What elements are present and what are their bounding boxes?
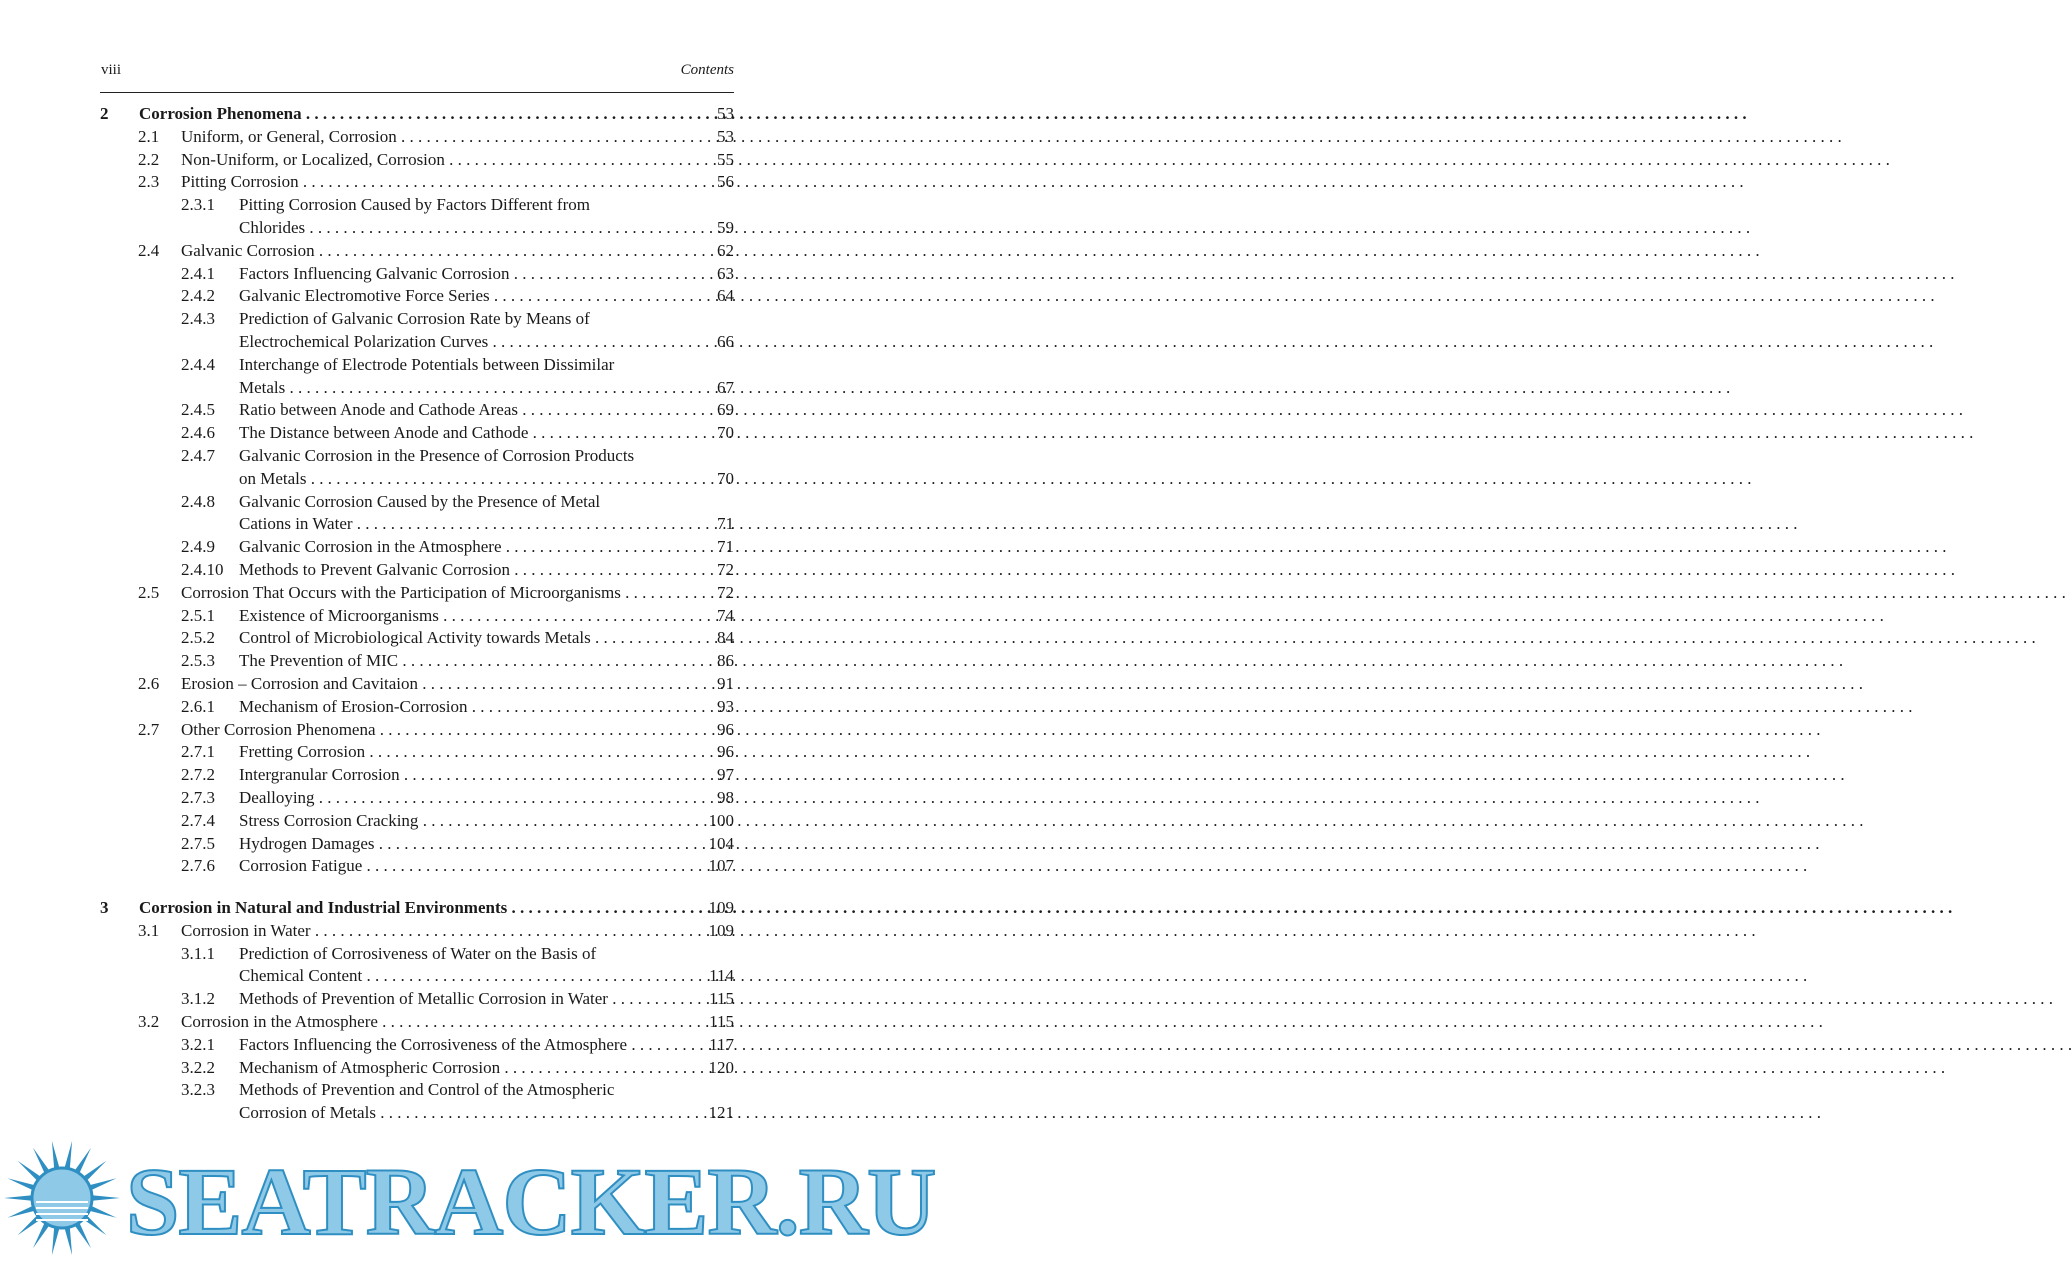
- toc-entry-title: Fretting Corrosion . . .: [239, 741, 698, 764]
- toc-entry-number: 3.2.3: [181, 1080, 215, 1100]
- toc-entry: [100, 897, 734, 920]
- toc-entry-page: 70: [717, 468, 734, 488]
- toc-entry: [100, 491, 734, 537]
- toc-entry-page: 84: [717, 628, 734, 648]
- toc-entry-page: 114: [709, 966, 734, 986]
- toc-entry-page: 64: [717, 286, 734, 306]
- toc-entry-number: 2.4.3: [181, 309, 215, 329]
- toc-entry: [100, 126, 734, 149]
- header-rule: [100, 92, 734, 93]
- toc-entry-title: Corrosion in Water . . .: [181, 920, 698, 943]
- toc-entry: [100, 810, 734, 833]
- toc-entry-page: 86: [717, 651, 734, 671]
- toc-entry-page: 109: [708, 898, 734, 918]
- running-title: Contents: [680, 62, 734, 78]
- table-of-contents: [100, 103, 734, 1125]
- toc-entry: [100, 582, 734, 605]
- toc-entry-page: 63: [717, 263, 734, 283]
- toc-entry-number: 2.7.1: [181, 742, 215, 762]
- toc-entry-title: on Metals . . .: [239, 468, 698, 491]
- toc-entry-number: 2.4: [138, 240, 160, 260]
- toc-entry-title: Galvanic Corrosion . . .: [181, 240, 698, 263]
- toc-entry-page: 66: [717, 331, 734, 351]
- toc-entry-title: Factors Influencing Galvanic Corrosion . . .: [239, 263, 698, 286]
- toc-entry-title: Methods of Prevention of Metallic Corrosion in Water . . .: [239, 988, 698, 1011]
- toc-entry-page: 74: [717, 605, 734, 625]
- toc-entry-number: 2.3: [138, 172, 160, 192]
- toc-entry-number: 2.1: [138, 126, 160, 146]
- toc-entry-title: Prediction of Galvanic Corrosion Rate by Means of: [239, 309, 590, 329]
- toc-entry-title: Corrosion in Natural and Industrial Environments . . .: [139, 897, 698, 920]
- toc-entry-page: 109: [708, 920, 734, 940]
- toc-entry: [100, 1034, 734, 1057]
- toc-entry-title: Corrosion Phenomena . . .: [139, 103, 698, 126]
- toc-entry-number: 2.4.7: [181, 445, 215, 465]
- toc-entry-title: Existence of Microorganisms . . .: [239, 605, 698, 628]
- toc-entry-number: 2.7: [138, 719, 160, 739]
- toc-entry: [100, 354, 734, 400]
- toc-entry-page: 104: [708, 833, 734, 853]
- toc-entry-title: Galvanic Electromotive Force Series . . .: [239, 285, 698, 308]
- toc-entry: [100, 149, 734, 172]
- toc-entry-page: 56: [717, 172, 734, 192]
- toc-entry-title: Galvanic Corrosion in the Presence of Corrosion Products: [239, 445, 635, 465]
- toc-entry-title: Non-Uniform, or Localized, Corrosion . . .: [181, 149, 698, 172]
- toc-entry-number: 2.6.1: [181, 696, 215, 716]
- toc-entry-title: Corrosion That Occurs with the Participation of Microorganisms . . .: [181, 582, 698, 605]
- toc-entry-page: 107: [708, 856, 734, 876]
- toc-entry-number: 2.7.3: [181, 787, 215, 807]
- toc-entry-title: The Prevention of MIC . . .: [239, 650, 698, 673]
- toc-entry: [100, 399, 734, 422]
- toc-entry-number: 2.6: [138, 673, 160, 693]
- toc-entry: [100, 103, 734, 126]
- toc-entry-number: 2.4.1: [181, 263, 215, 283]
- toc-entry: [100, 719, 734, 742]
- toc-entry-title: Dealloying . . .: [239, 787, 698, 810]
- toc-entry: [100, 605, 734, 628]
- toc-entry-title: Pitting Corrosion . . .: [181, 171, 698, 194]
- toc-entry-title: Interchange of Electrode Potentials between Dissimilar: [239, 354, 615, 374]
- toc-entry-title: Chlorides . . .: [239, 217, 698, 240]
- toc-entry: [100, 1011, 734, 1034]
- toc-entry-number: 2.4.10: [181, 559, 224, 579]
- toc-entry: [100, 833, 734, 856]
- toc-entry-title: Cations in Water . . .: [239, 513, 698, 536]
- toc-entry-page: 53: [717, 126, 734, 146]
- toc-entry-page: 62: [717, 240, 734, 260]
- toc-entry-title: Mechanism of Erosion-Corrosion . . .: [239, 696, 698, 719]
- toc-entry-title: Galvanic Corrosion Caused by the Presence of Metal: [239, 491, 601, 511]
- toc-entry-title: Metals . . .: [239, 377, 698, 400]
- toc-entry: [100, 240, 734, 263]
- toc-entry-title: Stress Corrosion Cracking . . .: [239, 810, 698, 833]
- toc-entry-page: 72: [717, 582, 734, 602]
- toc-entry: [100, 536, 734, 559]
- toc-entry-page: 115: [709, 1012, 734, 1032]
- toc-entry-title: Galvanic Corrosion in the Atmosphere . . .: [239, 536, 698, 559]
- toc-entry-number: 2.2: [138, 149, 160, 169]
- running-header: [101, 62, 734, 82]
- toc-entry-page: 59: [717, 217, 734, 237]
- toc-entry-title: Pitting Corrosion Caused by Factors Different from: [239, 195, 590, 215]
- toc-entry-page: 53: [717, 104, 734, 123]
- toc-entry-page: 72: [717, 559, 734, 579]
- toc-entry-number: 3.1.1: [181, 943, 215, 963]
- toc-entry-number: 2.4.9: [181, 537, 215, 557]
- toc-entry-number: 3.1.2: [181, 989, 215, 1009]
- toc-entry-title: Methods to Prevent Galvanic Corrosion . . .: [239, 559, 698, 582]
- toc-entry-number: 3.2: [138, 1012, 160, 1032]
- toc-entry: [100, 422, 734, 445]
- toc-entry-number: 2.7.2: [181, 765, 215, 785]
- toc-entry: [100, 696, 734, 719]
- toc-entry-title: Prediction of Corrosiveness of Water on the Basis of: [239, 943, 597, 963]
- toc-entry-page: 71: [717, 537, 734, 557]
- page-number: viii: [101, 62, 122, 78]
- toc-entry-number: 2.7.4: [181, 810, 215, 830]
- toc-entry-page: 70: [717, 423, 734, 443]
- toc-entry-title: Corrosion Fatigue . . .: [239, 855, 698, 878]
- toc-entry-title: Chemical Content . . .: [239, 965, 698, 988]
- toc-entry-page: 115: [709, 989, 734, 1009]
- toc-entry: [100, 787, 734, 810]
- toc-entry-number: 2.5: [138, 582, 160, 602]
- toc-entry-number: 3.2.1: [181, 1034, 215, 1054]
- toc-entry-number: 3: [100, 898, 109, 918]
- toc-entry: [100, 855, 734, 878]
- toc-entry: [100, 194, 734, 240]
- toc-entry: [100, 920, 734, 943]
- toc-entry: [100, 1057, 734, 1080]
- toc-entry: [100, 741, 734, 764]
- toc-entry-page: 69: [717, 400, 734, 420]
- watermark-text: SEATRACKER.RU: [126, 1148, 936, 1255]
- toc-entry-title: Erosion – Corrosion and Cavitaion . . .: [181, 673, 698, 696]
- toc-entry: [100, 673, 734, 696]
- toc-entry: [100, 764, 734, 787]
- toc-entry-title: Electrochemical Polarization Curves . . .: [239, 331, 698, 354]
- toc-entry-page: 96: [717, 719, 734, 739]
- toc-entry-title: Uniform, or General, Corrosion . . .: [181, 126, 698, 149]
- toc-entry-number: 2.7.5: [181, 833, 215, 853]
- toc-entry-title: Ratio between Anode and Cathode Areas . . .: [239, 399, 698, 422]
- toc-entry-number: 2.3.1: [181, 195, 215, 215]
- toc-entry-number: 2.5.2: [181, 628, 215, 648]
- toc-entry-number: 2.4.6: [181, 423, 215, 443]
- toc-entry-number: 2.4.5: [181, 400, 215, 420]
- toc-entry-title: Corrosion of Metals . . .: [239, 1102, 698, 1125]
- toc-entry: [100, 627, 734, 650]
- toc-entry: [100, 988, 734, 1011]
- toc-entry: [100, 263, 734, 286]
- toc-entry-title: Corrosion in the Atmosphere . . .: [181, 1011, 698, 1034]
- toc-entry-number: 2.5.3: [181, 651, 215, 671]
- toc-entry: [100, 445, 734, 491]
- toc-entry-title: Methods of Prevention and Control of the Atmospheric: [239, 1080, 615, 1100]
- toc-entry-page: 67: [717, 377, 734, 397]
- toc-entry-page: 117: [709, 1034, 734, 1054]
- toc-entry: [100, 171, 734, 194]
- toc-entry-number: 2.4.8: [181, 491, 215, 511]
- toc-entry-number: 3.1: [138, 920, 160, 940]
- toc-entry: [100, 1079, 734, 1125]
- toc-entry-page: 96: [717, 742, 734, 762]
- toc-entry-title: Other Corrosion Phenomena . . .: [181, 719, 698, 742]
- toc-entry-page: 93: [717, 696, 734, 716]
- toc-entry-title: Mechanism of Atmospheric Corrosion . . .: [239, 1057, 698, 1080]
- toc-entry: [100, 308, 734, 354]
- toc-entry-number: 2.5.1: [181, 605, 215, 625]
- toc-entry-page: 120: [708, 1057, 734, 1077]
- toc-entry: [100, 943, 734, 989]
- toc-entry-number: 2.4.2: [181, 286, 215, 306]
- toc-entry-title: Intergranular Corrosion . . .: [239, 764, 698, 787]
- toc-entry-page: 71: [717, 514, 734, 534]
- toc-entry-page: 98: [717, 787, 734, 807]
- toc-entry-page: 121: [708, 1103, 734, 1123]
- toc-entry: [100, 559, 734, 582]
- toc-entry-title: Hydrogen Damages . . .: [239, 833, 698, 856]
- toc-entry-page: 97: [717, 765, 734, 785]
- toc-entry-title: Factors Influencing the Corrosiveness of the Atmosphere . . .: [239, 1034, 698, 1057]
- toc-entry-page: 100: [708, 810, 734, 830]
- toc-entry-number: 2.7.6: [181, 856, 215, 876]
- toc-entry-title: The Distance between Anode and Cathode . . .: [239, 422, 698, 445]
- toc-entry-number: 2.4.4: [181, 354, 215, 374]
- toc-entry: [100, 650, 734, 673]
- toc-entry-number: 2: [100, 104, 109, 123]
- toc-entry-page: 91: [717, 673, 734, 693]
- toc-entry-title: Control of Microbiological Activity towards Metals . . .: [239, 627, 698, 650]
- toc-entry-number: 3.2.2: [181, 1057, 215, 1077]
- toc-entry-page: 55: [717, 149, 734, 169]
- toc-entry: [100, 285, 734, 308]
